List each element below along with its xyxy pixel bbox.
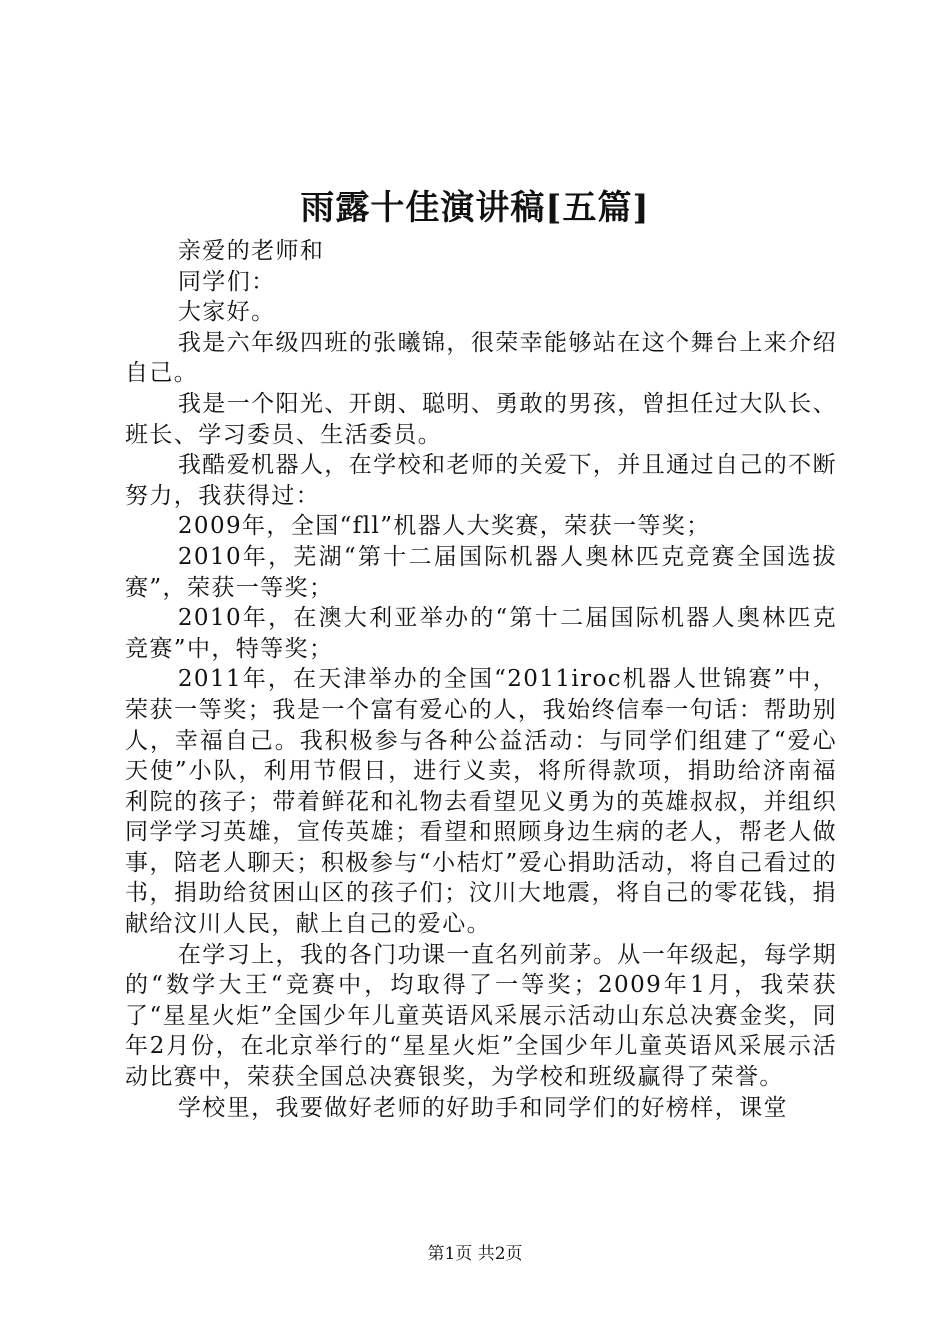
paragraph: 2010年，在澳大利亚举办的“第十二届国际机器人奥林匹克竞赛”中，特等奖； xyxy=(125,605,837,662)
paragraph: 同学们： xyxy=(177,268,276,295)
document-body xyxy=(125,236,837,1123)
paragraph: 我酷爱机器人，在学校和老师的关爱下，并且通过自己的不断努力，我获得过： xyxy=(125,452,837,509)
paragraph: 2010年，芜湖“第十二届国际机器人奥林匹克竞赛全国选拔赛”，荣获一等奖； xyxy=(125,543,837,601)
paragraph: 我是一个阳光、开朗、聪明、勇敢的男孩，曾担任过大队长、班长、学习委员、生活委员。 xyxy=(125,390,837,448)
paragraph: 亲爱的老师和 xyxy=(177,238,325,264)
paragraph: 2011年，在天津举办的全国“2011iroc机器人世锦赛”中，荣获一等奖；我是一个富有爱心的人，我始终信奉一句话：帮助别人，幸福自己。我积极参与各种公益活动：与同学们组建了“爱心天使”小队，利用节假日，进行义卖，将所得款项，捐助给济南福利院的孩子；带着鲜花和礼物去看望见义勇为的英雄叔叔，并组织同学学习英雄，宣传英雄；看望和照顾身边生病的老人，帮老人做事，陪老人聊天；积极参与“小桔灯”爱心捐助活动，将自己看过的书，捐助给贫困山区的孩子们；汶川大地震，将自己的零花钱，捐献给汶川人民，献上自己的爱心。 xyxy=(125,666,837,938)
paragraph: 我是六年级四班的张曦锦，很荣幸能够站在这个舞台上来介绍自己。 xyxy=(125,329,837,387)
page-footer: 第1页 共2页 xyxy=(427,1244,523,1264)
paragraph: 2009年，全国“fll”机器人大奖赛，荣获一等奖； xyxy=(177,513,711,540)
document-title: 雨露十佳演讲稿[五篇] xyxy=(300,188,650,228)
paragraph: 学校里，我要做好老师的好助手和同学们的好榜样，课堂 xyxy=(177,1094,788,1121)
paragraph: 在学习上，我的各门功课一直名列前茅。从一年级起，每学期的“数学大王“竞赛中，均取得了一等奖；2009年1月，我荣获了“星星火炬”全国少年儿童英语风采展示活动山东总决赛金奖，同年2月份，在北京举行的“星星火炬”全国少年儿童英语风采展示活动比赛中，荣获全国总决赛银奖，为学校和班级赢得了荣誉。 xyxy=(125,941,837,1091)
paragraph: 大家好。 xyxy=(177,299,276,326)
